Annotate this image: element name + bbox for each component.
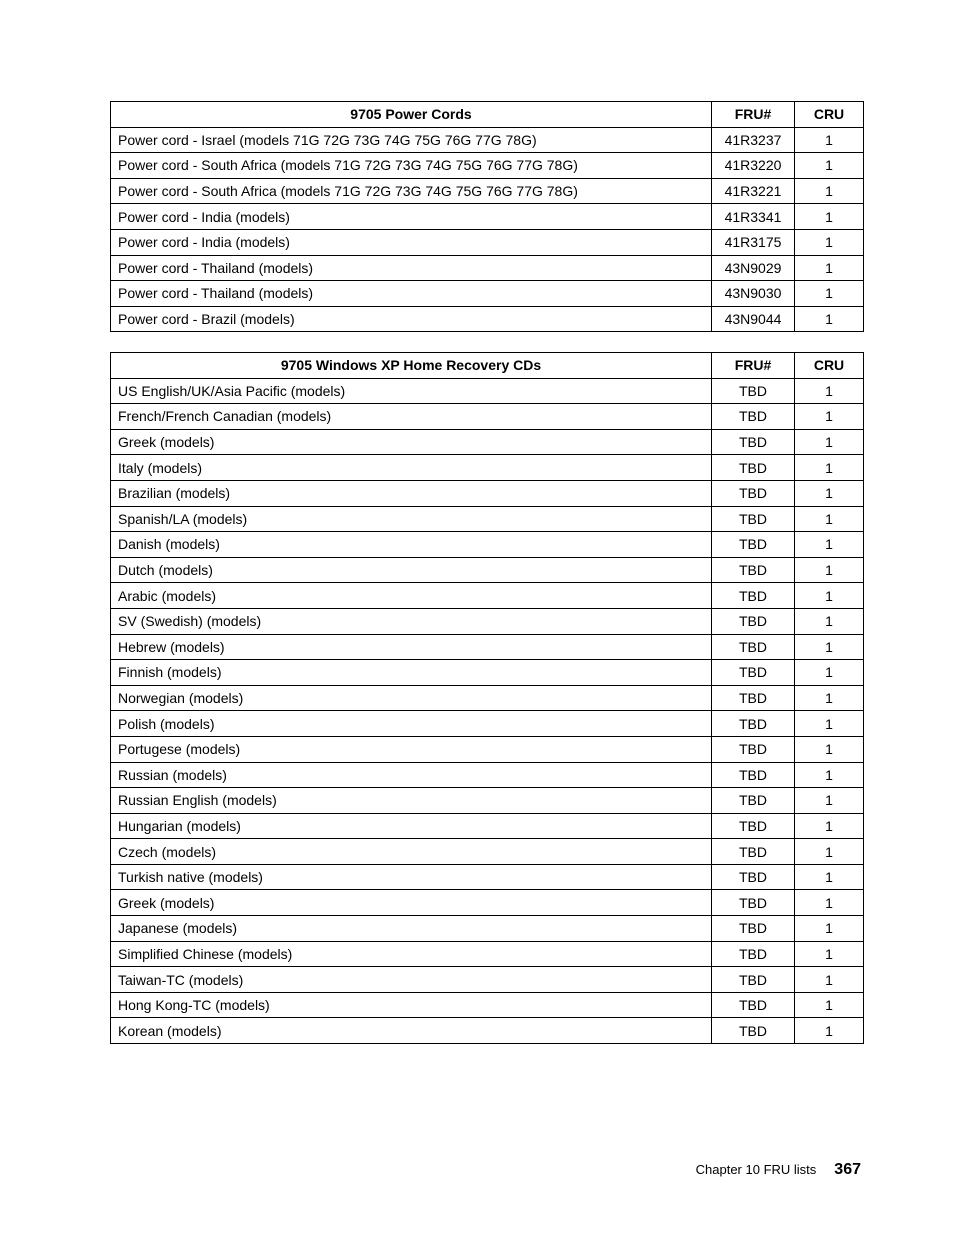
part-description: Hebrew (models) — [111, 634, 712, 660]
cru-value: 1 — [795, 229, 864, 255]
cru-value: 1 — [795, 788, 864, 814]
cru-value: 1 — [795, 992, 864, 1018]
part-description: Spanish/LA (models) — [111, 506, 712, 532]
part-description: US English/UK/Asia Pacific (models) — [111, 378, 712, 404]
cru-value: 1 — [795, 864, 864, 890]
table-header-row — [111, 353, 864, 379]
table-row — [111, 685, 864, 711]
fru-number: 41R3341 — [712, 204, 795, 230]
fru-number: 41R3175 — [712, 229, 795, 255]
table-row — [111, 941, 864, 967]
cru-value: 1 — [795, 178, 864, 204]
part-description: Greek (models) — [111, 890, 712, 916]
cru-value: 1 — [795, 378, 864, 404]
power-cords-table — [110, 101, 864, 332]
fru-number: TBD — [712, 967, 795, 993]
cru-value: 1 — [795, 306, 864, 332]
cru-value: 1 — [795, 557, 864, 583]
cru-value: 1 — [795, 281, 864, 307]
part-description: SV (Swedish) (models) — [111, 608, 712, 634]
cru-value: 1 — [795, 153, 864, 179]
table-row — [111, 660, 864, 686]
part-description: Taiwan-TC (models) — [111, 967, 712, 993]
table-row — [111, 634, 864, 660]
part-description: Japanese (models) — [111, 916, 712, 942]
fru-number: TBD — [712, 608, 795, 634]
table-row — [111, 404, 864, 430]
part-description: Finnish (models) — [111, 660, 712, 686]
table-row — [111, 204, 864, 230]
fru-number: TBD — [712, 429, 795, 455]
fru-number: TBD — [712, 762, 795, 788]
part-description: Power cord - Thailand (models) — [111, 281, 712, 307]
table-title: 9705 Windows XP Home Recovery CDs — [111, 353, 712, 379]
fru-number: 43N9030 — [712, 281, 795, 307]
table-row — [111, 557, 864, 583]
part-description: Power cord - India (models) — [111, 204, 712, 230]
fru-number: TBD — [712, 480, 795, 506]
table-row — [111, 992, 864, 1018]
table-row — [111, 127, 864, 153]
part-description: Turkish native (models) — [111, 864, 712, 890]
table-row — [111, 506, 864, 532]
part-description: Simplified Chinese (models) — [111, 941, 712, 967]
fru-number: TBD — [712, 404, 795, 430]
part-description: Korean (models) — [111, 1018, 712, 1044]
fru-column-header: FRU# — [712, 102, 795, 128]
part-description: Brazilian (models) — [111, 480, 712, 506]
part-description: Arabic (models) — [111, 583, 712, 609]
fru-number: TBD — [712, 916, 795, 942]
table-row — [111, 281, 864, 307]
fru-number: TBD — [712, 711, 795, 737]
part-description: Power cord - South Africa (models 71G 72G 73G 74G 75G 76G 77G 78G) — [111, 153, 712, 179]
table-row — [111, 255, 864, 281]
part-description: Norwegian (models) — [111, 685, 712, 711]
chapter-label: Chapter 10 FRU lists — [695, 1162, 817, 1177]
fru-number: TBD — [712, 634, 795, 660]
fru-number: TBD — [712, 660, 795, 686]
cru-value: 1 — [795, 583, 864, 609]
table-row — [111, 532, 864, 558]
part-description: French/French Canadian (models) — [111, 404, 712, 430]
fru-number: TBD — [712, 685, 795, 711]
fru-number: TBD — [712, 557, 795, 583]
cru-value: 1 — [795, 839, 864, 865]
part-description: Russian (models) — [111, 762, 712, 788]
cru-value: 1 — [795, 813, 864, 839]
fru-number: TBD — [712, 839, 795, 865]
table-row — [111, 229, 864, 255]
cru-value: 1 — [795, 685, 864, 711]
cru-value: 1 — [795, 506, 864, 532]
table-row — [111, 736, 864, 762]
cru-value: 1 — [795, 916, 864, 942]
table-row — [111, 711, 864, 737]
part-description: Russian English (models) — [111, 788, 712, 814]
cru-value: 1 — [795, 711, 864, 737]
part-description: Portugese (models) — [111, 736, 712, 762]
cru-value: 1 — [795, 941, 864, 967]
part-description: Power cord - Israel (models 71G 72G 73G 74G 75G 76G 77G 78G) — [111, 127, 712, 153]
cru-value: 1 — [795, 532, 864, 558]
part-description: Power cord - South Africa (models 71G 72G 73G 74G 75G 76G 77G 78G) — [111, 178, 712, 204]
table-row — [111, 608, 864, 634]
table-row — [111, 788, 864, 814]
fru-number: TBD — [712, 864, 795, 890]
page-footer — [696, 1161, 861, 1179]
part-description: Hong Kong-TC (models) — [111, 992, 712, 1018]
cru-value: 1 — [795, 255, 864, 281]
fru-number: TBD — [712, 992, 795, 1018]
fru-number: TBD — [712, 455, 795, 481]
cru-value: 1 — [795, 455, 864, 481]
table-row — [111, 916, 864, 942]
cru-column-header: CRU — [795, 353, 864, 379]
table-row — [111, 306, 864, 332]
fru-number: TBD — [712, 788, 795, 814]
cru-value: 1 — [795, 967, 864, 993]
part-description: Italy (models) — [111, 455, 712, 481]
table-row — [111, 455, 864, 481]
cru-value: 1 — [795, 762, 864, 788]
table-row — [111, 1018, 864, 1044]
table-row — [111, 429, 864, 455]
fru-number: TBD — [712, 890, 795, 916]
table-row — [111, 583, 864, 609]
recovery-cds-table — [110, 352, 864, 1044]
fru-number: TBD — [712, 506, 795, 532]
cru-value: 1 — [795, 890, 864, 916]
fru-number: 43N9029 — [712, 255, 795, 281]
fru-number: TBD — [712, 1018, 795, 1044]
table-title: 9705 Power Cords — [111, 102, 712, 128]
part-description: Polish (models) — [111, 711, 712, 737]
table-row — [111, 864, 864, 890]
part-description: Power cord - Thailand (models) — [111, 255, 712, 281]
cru-column-header: CRU — [795, 102, 864, 128]
table-row — [111, 480, 864, 506]
table-row — [111, 378, 864, 404]
fru-number: 43N9044 — [712, 306, 795, 332]
fru-number: TBD — [712, 532, 795, 558]
part-description: Dutch (models) — [111, 557, 712, 583]
table-header-row — [111, 102, 864, 128]
part-description: Danish (models) — [111, 532, 712, 558]
table-row — [111, 153, 864, 179]
cru-value: 1 — [795, 1018, 864, 1044]
cru-value: 1 — [795, 660, 864, 686]
fru-number: TBD — [712, 736, 795, 762]
table-row — [111, 178, 864, 204]
part-description: Power cord - India (models) — [111, 229, 712, 255]
cru-value: 1 — [795, 429, 864, 455]
cru-value: 1 — [795, 480, 864, 506]
fru-number: 41R3220 — [712, 153, 795, 179]
page-number: 367 — [834, 1161, 861, 1178]
fru-number: 41R3237 — [712, 127, 795, 153]
table-row — [111, 967, 864, 993]
fru-number: TBD — [712, 378, 795, 404]
cru-value: 1 — [795, 404, 864, 430]
table-row — [111, 813, 864, 839]
part-description: Greek (models) — [111, 429, 712, 455]
fru-number: TBD — [712, 941, 795, 967]
cru-value: 1 — [795, 204, 864, 230]
fru-column-header: FRU# — [712, 353, 795, 379]
fru-number: TBD — [712, 813, 795, 839]
table-row — [111, 839, 864, 865]
part-description: Czech (models) — [111, 839, 712, 865]
table-row — [111, 890, 864, 916]
cru-value: 1 — [795, 736, 864, 762]
cru-value: 1 — [795, 608, 864, 634]
fru-number: 41R3221 — [712, 178, 795, 204]
table-row — [111, 762, 864, 788]
cru-value: 1 — [795, 634, 864, 660]
part-description: Hungarian (models) — [111, 813, 712, 839]
part-description: Power cord - Brazil (models) — [111, 306, 712, 332]
fru-number: TBD — [712, 583, 795, 609]
cru-value: 1 — [795, 127, 864, 153]
